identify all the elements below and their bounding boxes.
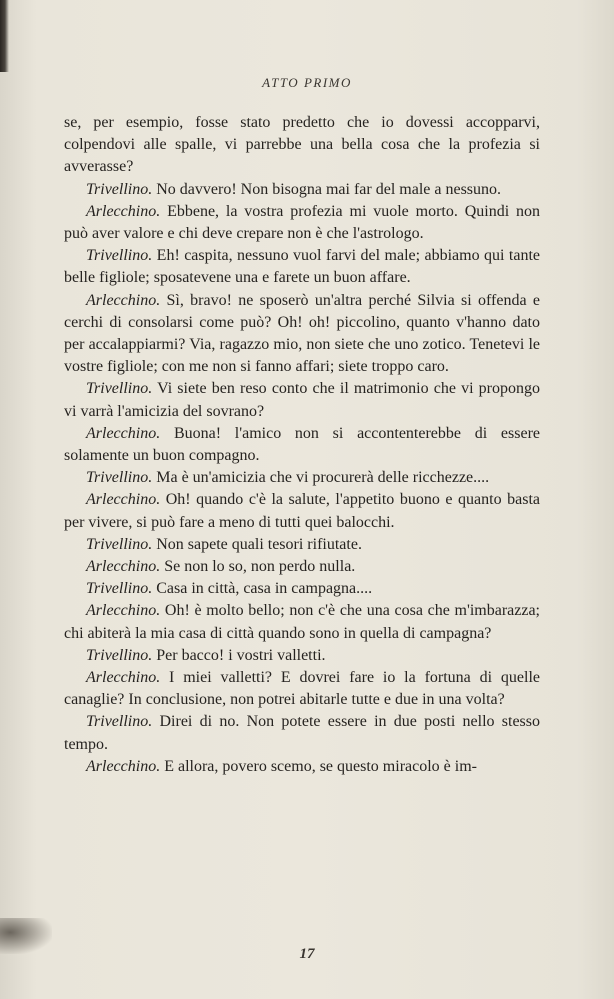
paragraph-text: Ebbene, la vostra profezia mi vuole morto. Quindi non può aver valore e chi deve crepare non è che l'astrologo. <box>64 202 541 243</box>
paragraph-text: E allora, povero scemo, se questo miracolo è im- <box>164 757 477 775</box>
paragraph <box>64 179 540 201</box>
paragraph-text: Eh! caspita, nessuno vuol farvi del male; abbiamo qui tante belle figliole; sposatevene una e farete un buon affare. <box>64 247 540 287</box>
paragraph <box>64 756 540 778</box>
dialogue-text <box>64 112 540 778</box>
paragraph-text: I miei valletti? E dovrei fare io la fortuna di quelle canaglie? In conclusione, non potrei abitarle tutte e due in una volta? <box>64 669 540 709</box>
speaker-name: Arlecchino. <box>86 669 161 687</box>
paragraph <box>64 378 540 422</box>
page-number: 17 <box>299 946 315 962</box>
speaker-name: Trivellino. <box>86 535 153 553</box>
paragraph <box>64 290 540 379</box>
paragraph-text: Oh! quando c'è la salute, l'appetito buono e quanto basta per vivere, si può fare a meno di tutti quei balocchi. <box>64 491 540 531</box>
paragraph-text: No davvero! Non bisogna mai far del male a nessuno. <box>156 180 502 198</box>
paragraph-text: se, per esempio, fosse stato predetto che io dovessi accopparvi, colpendovi alle spalle, vi parrebbe una bella cosa che la profezia si avverasse? <box>64 114 540 176</box>
paragraph-text: Buona! l'amico non si accontenterebbe di essere solamente un buon compagno. <box>64 424 540 465</box>
speaker-name: Trivellino. <box>86 713 153 731</box>
paragraph <box>64 556 540 578</box>
running-title: ATTO PRIMO <box>262 75 352 90</box>
paragraph-text: Se non lo so, non perdo nulla. <box>164 558 356 576</box>
paragraph <box>64 467 540 489</box>
paragraph <box>64 578 540 600</box>
paragraph <box>64 667 540 711</box>
speaker-name: Arlecchino. <box>86 291 161 309</box>
speaker-name: Trivellino. <box>86 180 153 198</box>
speaker-name: Arlecchino. <box>86 757 161 775</box>
speaker-name: Trivellino. <box>86 469 153 487</box>
paragraph <box>64 534 540 556</box>
paragraph <box>64 201 540 245</box>
paragraph-text: Non sapete quali tesori rifiutate. <box>156 535 362 553</box>
speaker-name: Arlecchino. <box>86 202 161 220</box>
binding-shadow <box>0 0 9 72</box>
speaker-name: Trivellino. <box>86 646 153 664</box>
paragraph <box>64 711 540 755</box>
paragraph-text: Sì, bravo! ne sposerò un'altra perché Silvia si offenda e cerchi di consolarsi come può? Oh! oh! piccolino, quanto v'hanno dato per accalappiarmi? Via, ragazzo mio, non siete che uno zotico. Tenetevi le vostre figliole; con me non si fanno affari; siete troppo caro. <box>64 291 541 376</box>
paragraph <box>64 600 540 644</box>
speaker-name: Arlecchino. <box>86 558 161 576</box>
speaker-name: Arlecchino. <box>86 424 161 442</box>
paragraph-text: Oh! è molto bello; non c'è che una cosa che m'imbarazza; chi abiterà la mia casa di città quando sono in quella di campagna? <box>64 602 541 642</box>
speaker-name: Arlecchino. <box>86 491 161 509</box>
speaker-name: Trivellino. <box>86 580 153 598</box>
paragraph <box>64 645 540 667</box>
paragraph-text: Per bacco! i vostri valletti. <box>156 646 326 664</box>
paragraph-text: Direi di no. Non potete essere in due posti nello stesso tempo. <box>64 713 541 753</box>
speaker-name: Trivellino. <box>86 380 153 398</box>
paragraph-text: Ma è un'amicizia che vi procurerà delle ricchezze.... <box>156 469 490 487</box>
speaker-name: Trivellino. <box>86 247 153 265</box>
speaker-name: Arlecchino. <box>86 602 161 620</box>
paragraph <box>64 423 540 467</box>
paragraph <box>64 489 540 533</box>
paragraph-text: Casa in città, casa in campagna.... <box>156 580 373 598</box>
paragraph <box>64 245 540 289</box>
paragraph <box>64 112 540 179</box>
paragraph-text: Vi siete ben reso conto che il matrimonio che vi propongo vi varrà l'amicizia del sovrano? <box>64 380 541 420</box>
